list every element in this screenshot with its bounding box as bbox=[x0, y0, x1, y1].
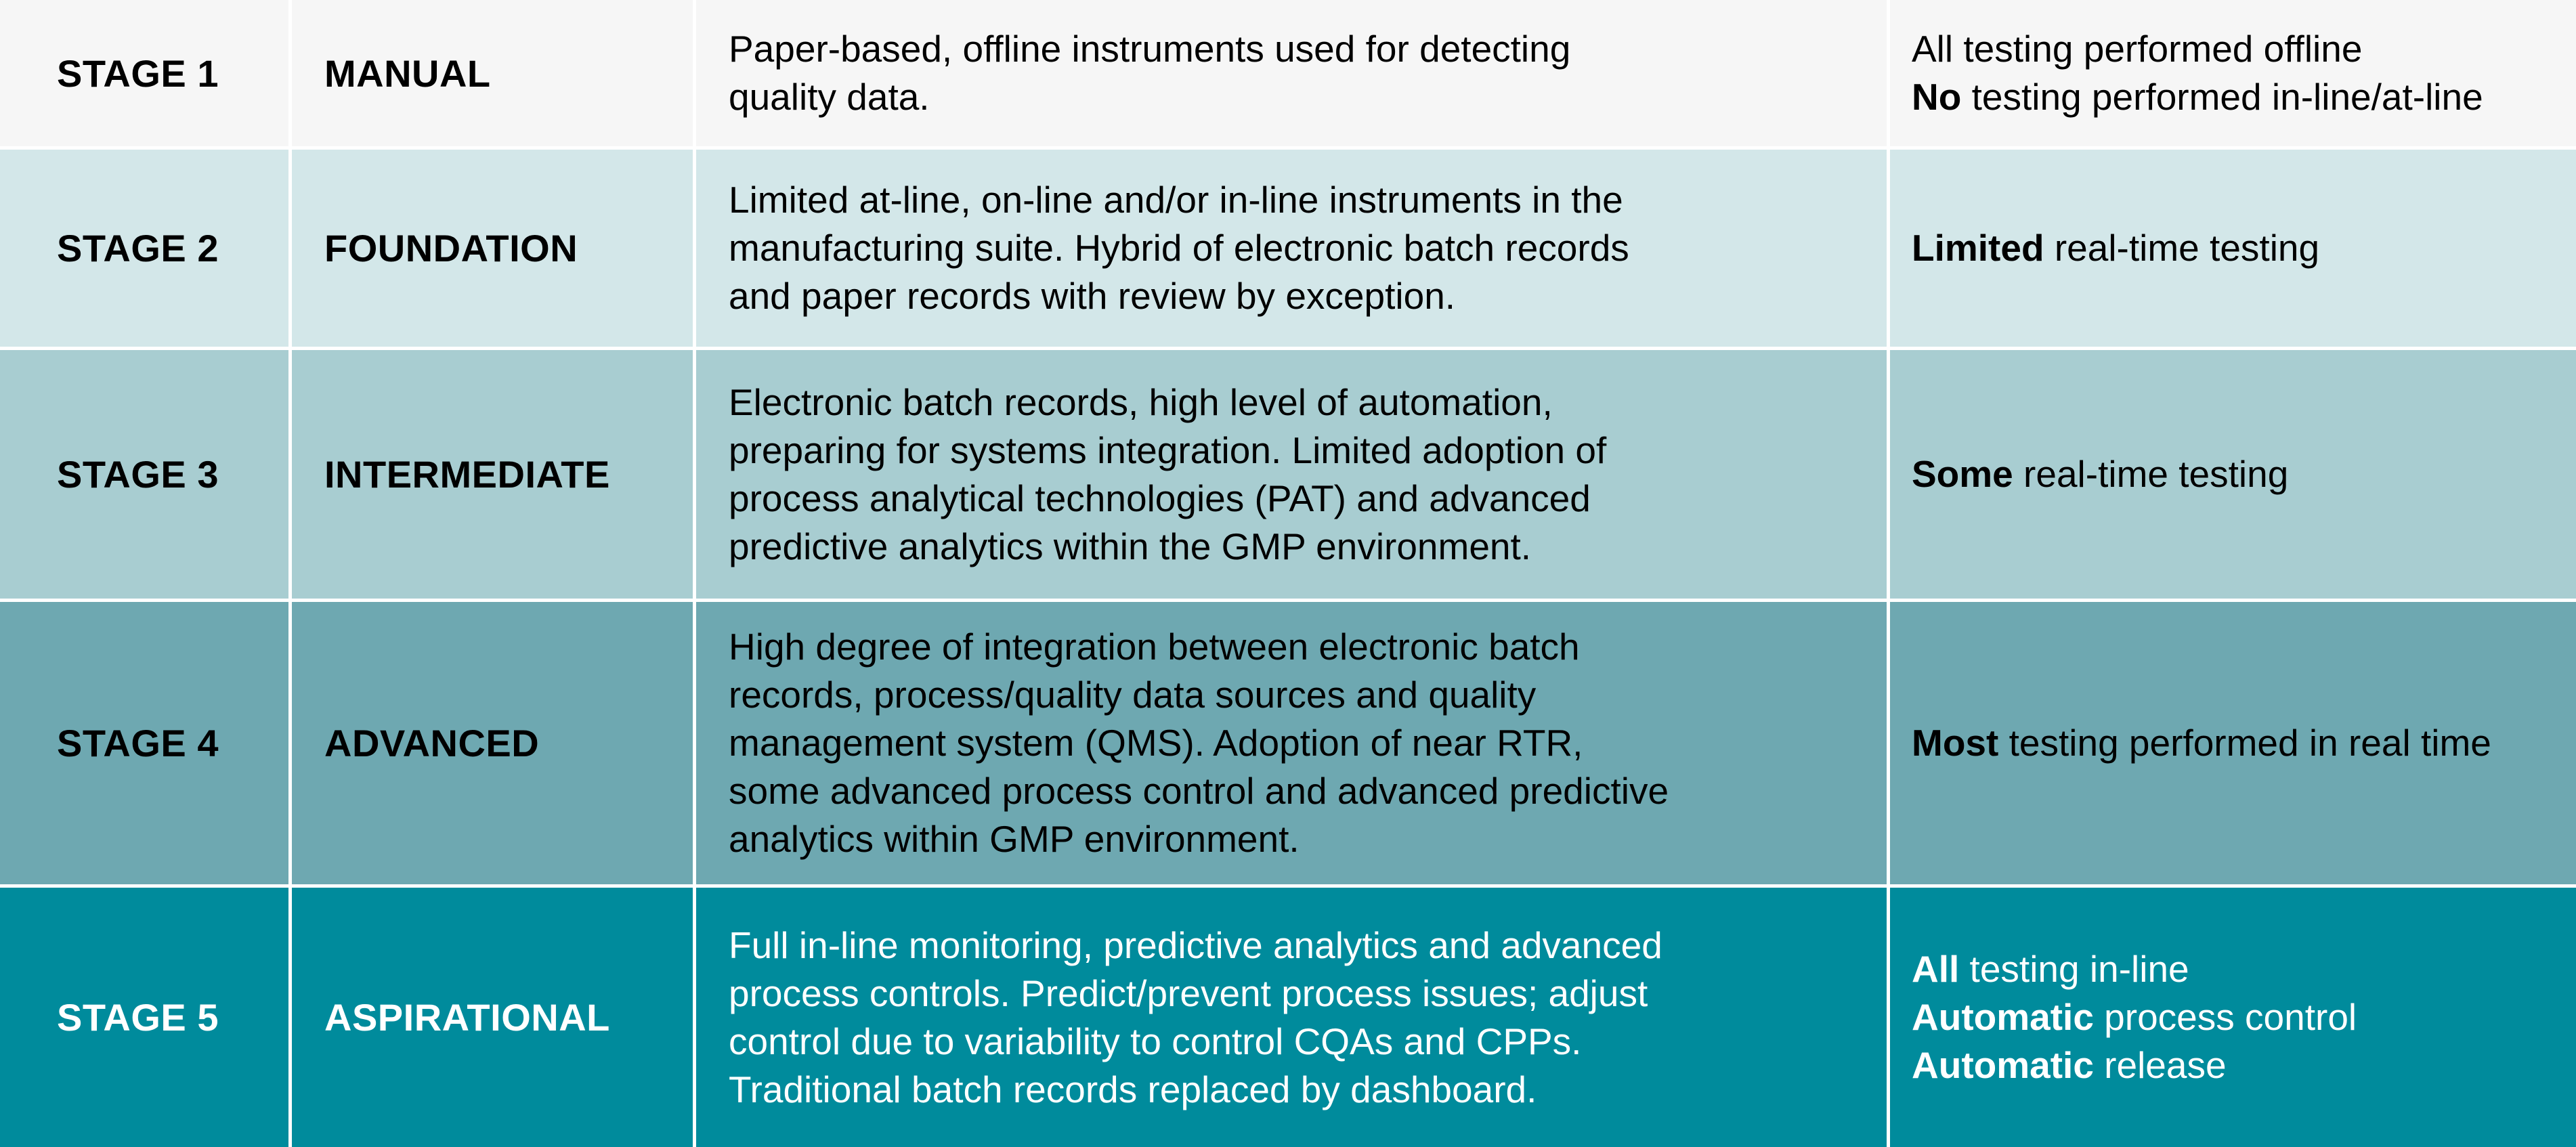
stage-2-label bbox=[0, 150, 292, 350]
stage-2-text: STAGE 2 bbox=[57, 227, 219, 269]
stage-5-description-line: Full in-line monitoring, predictive analytics and advanced bbox=[729, 924, 1662, 966]
stage-4-description-line: records, process/quality data sources and quality bbox=[729, 674, 1537, 716]
stage-1-testing-line: No testing performed in-line/at-line bbox=[1912, 76, 2483, 118]
stage-5-testing-line: Automatic release bbox=[1912, 1044, 2227, 1086]
stage-5-description-line: Traditional batch records replaced by dashboard. bbox=[729, 1068, 1537, 1110]
stage-5-description bbox=[696, 888, 1890, 1147]
stage-2-description-line: Limited at-line, on-line and/or in-line instruments in the bbox=[729, 179, 1623, 221]
stage-2-description-line: and paper records with review by exception. bbox=[729, 275, 1456, 317]
stage-4-level-text: ADVANCED bbox=[324, 722, 540, 764]
stage-3-description bbox=[696, 350, 1890, 602]
stage-2-level bbox=[292, 150, 696, 350]
stage-4-testing-line: Most testing performed in real time bbox=[1912, 722, 2491, 764]
stage-1-description-line: Paper-based, offline instruments used for detecting bbox=[729, 28, 1571, 70]
stage-5-level bbox=[292, 888, 696, 1147]
stage-4-description-line: management system (QMS). Adoption of near RTR, bbox=[729, 722, 1583, 764]
stage-4-text: STAGE 4 bbox=[57, 722, 219, 764]
stage-5-testing-line: Automatic process control bbox=[1912, 996, 2357, 1038]
stage-3-description-line: process analytical technologies (PAT) and advanced bbox=[729, 477, 1591, 519]
stage-3-level bbox=[292, 350, 696, 602]
stage-3-text: STAGE 3 bbox=[57, 453, 219, 496]
stage-3-testing-line: Some real-time testing bbox=[1912, 453, 2289, 495]
stage-4-description-line: High degree of integration between electronic batch bbox=[729, 626, 1580, 668]
stage-3-label bbox=[0, 350, 292, 602]
stage-4-description-line: some advanced process control and advanced predictive bbox=[729, 770, 1669, 812]
stage-3-level-text: INTERMEDIATE bbox=[324, 453, 610, 496]
stage-2-testing-line: Limited real-time testing bbox=[1912, 227, 2320, 269]
stage-2-description bbox=[696, 150, 1890, 350]
stage-1-testing bbox=[1890, 0, 2576, 150]
stage-5-label bbox=[0, 888, 292, 1147]
stage-5-description-line: control due to variability to control CQAs and CPPs. bbox=[729, 1020, 1582, 1062]
stage-4-description bbox=[696, 602, 1890, 888]
stage-3-description-line: Electronic batch records, high level of automation, bbox=[729, 381, 1553, 423]
stage-3-testing bbox=[1890, 350, 2576, 602]
stage-1-label bbox=[0, 0, 292, 150]
stage-5-testing bbox=[1890, 888, 2576, 1147]
stage-1-text: STAGE 1 bbox=[57, 51, 219, 95]
stage-3-description-line: predictive analytics within the GMP environment. bbox=[729, 525, 1532, 567]
stage-1-level-text: MANUAL bbox=[324, 51, 491, 95]
stage-1-description bbox=[696, 0, 1890, 150]
stage-1-testing-line: All testing performed offline bbox=[1912, 28, 2363, 70]
stage-4-label bbox=[0, 602, 292, 888]
stage-2-testing bbox=[1890, 150, 2576, 350]
stage-4-level bbox=[292, 602, 696, 888]
stage-1-description-line: quality data. bbox=[729, 76, 930, 118]
stage-2-level-text: FOUNDATION bbox=[324, 227, 578, 269]
stage-5-description-line: process controls. Predict/prevent process issues; adjust bbox=[729, 972, 1648, 1014]
stage-1-level bbox=[292, 0, 696, 150]
stage-2-description-line: manufacturing suite. Hybrid of electronic batch records bbox=[729, 227, 1629, 269]
stage-5-text: STAGE 5 bbox=[57, 996, 219, 1039]
stage-4-testing bbox=[1890, 602, 2576, 888]
stage-5-testing-line: All testing in-line bbox=[1912, 948, 2189, 990]
stage-5-level-text: ASPIRATIONAL bbox=[324, 996, 610, 1039]
stage-4-description-line: analytics within GMP environment. bbox=[729, 818, 1300, 860]
stage-3-description-line: preparing for systems integration. Limited adoption of bbox=[729, 429, 1607, 471]
